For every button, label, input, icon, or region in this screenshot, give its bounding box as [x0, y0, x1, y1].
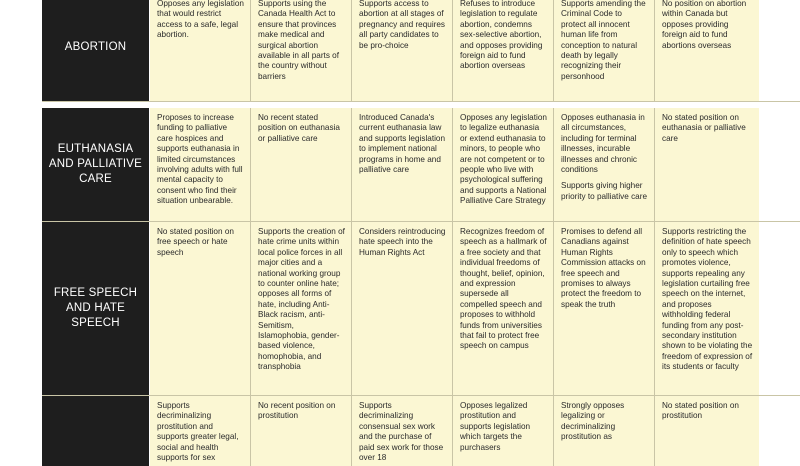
table-row-prostitution — [42, 396, 800, 466]
table-cell: Supports decriminalizing consensual sex work and the purchase of paid sex work for those over 18 — [352, 396, 453, 466]
table-cell: Proposes to increase funding to palliative care hospices and supports euthanasia in limited circumstances involving adults with full mental capacity to consent who find their situation unbearable. — [150, 108, 251, 221]
table-cell: Opposes any legislation that would restrict access to a safe, legal abortion. — [150, 0, 251, 101]
table-cell: Introduced Canada's current euthanasia law and supports legislation to implement national programs in home and palliative care — [352, 108, 453, 221]
table-row-abortion — [42, 0, 800, 102]
row-header: FREE SPEECH AND HATE SPEECH — [42, 222, 150, 395]
table-cell: Strongly opposes legalizing or decriminalizing prostitution as — [554, 396, 655, 466]
table-cell: No position on abortion within Canada but opposes providing foreign aid to fund abortions overseas — [655, 0, 759, 101]
table-cell: Opposes legalized prostitution and supports legislation which targets the purchasers — [453, 396, 554, 466]
table-cell: Refuses to introduce legislation to regulate abortion, condemns sex-selective abortion, and opposes providing foreign aid to fund abortion overseas — [453, 0, 554, 101]
table-cell: No recent position on prostitution — [251, 396, 352, 466]
table-cell: Supports the creation of hate crime units within local police forces in all major cities and a national working group to counter online hate; opposes all forms of hate, including Anti-Black racism, anti-Semitism, Islamophobia, gender-based violence, homophobia, and transphobia — [251, 222, 352, 395]
row-header: ABORTION — [42, 0, 150, 101]
table-cell: No stated position on euthanasia or palliative care — [655, 108, 759, 221]
row-header: EUTHANASIA AND PALLIATIVE CARE — [42, 108, 150, 221]
table-cell: Supports access to abortion at all stages of pregnancy and requires all party candidates to be pro-choice — [352, 0, 453, 101]
table-cell: No stated position on prostitution — [655, 396, 759, 466]
table-cell: Recognizes freedom of speech as a hallmark of a free society and that individual freedoms of thought, belief, opinion, and expression supersede all compelled speech and proposes to withhold funds from universities that fail to protect free speech on campus — [453, 222, 554, 395]
table-cell: Opposes euthanasia in all circumstances, including for terminal illnesses, incurable illnesses and chronic conditions Supports giving higher priority to palliative care — [554, 108, 655, 221]
table-cell: No stated position on free speech or hate speech — [150, 222, 251, 395]
table-cell: Considers reintroducing hate speech into the Human Rights Act — [352, 222, 453, 395]
row-header — [42, 396, 150, 466]
policy-comparison-table — [42, 0, 800, 463]
table-cell: No recent stated position on euthanasia or palliative care — [251, 108, 352, 221]
table-cell: Supports restricting the definition of hate speech only to speech which promotes violence, supports repealing any legislation curtailing free speech on the internet, and proposes withholding federal funding from any post-secondary institution shown to be violating the freedom of expression of its students or faculty — [655, 222, 759, 395]
table-cell: Supports using the Canada Health Act to ensure that provinces make medical and surgical abortion available in all parts of the country without barriers — [251, 0, 352, 101]
table-cell: Supports decriminalizing prostitution and supports greater legal, social and health supports for sex — [150, 396, 251, 466]
table-row-free-speech — [42, 222, 800, 396]
table-cell: Supports amending the Criminal Code to protect all innocent human life from conception to natural death by legally recognizing their personhood — [554, 0, 655, 101]
table-cell: Promises to defend all Canadians against Human Rights Commission attacks on free speech and promises to always protect the freedom to speak the truth — [554, 222, 655, 395]
table-cell: Opposes any legislation to legalize euthanasia or extend euthanasia to minors, to people who are not competent or to people who live with psychological suffering and supports a National Palliative Care Strategy — [453, 108, 554, 221]
table-row-euthanasia — [42, 108, 800, 222]
